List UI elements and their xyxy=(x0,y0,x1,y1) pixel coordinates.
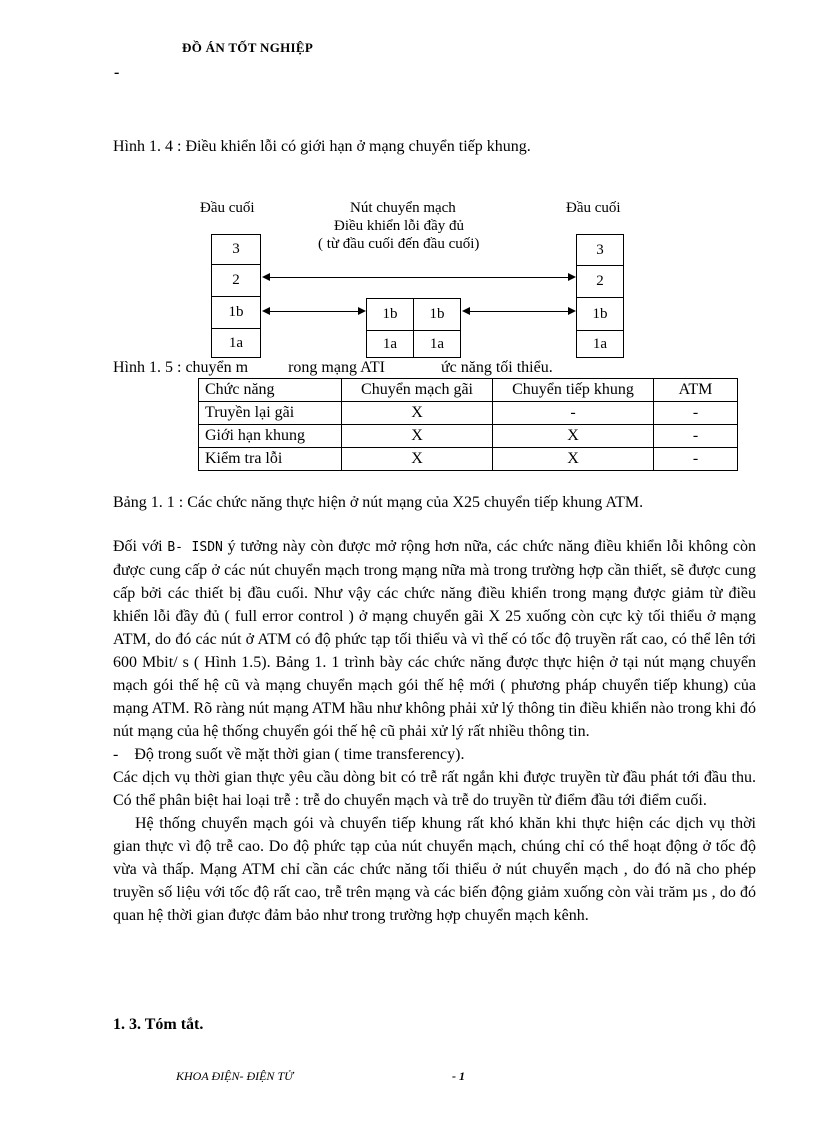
bisdn-term: B- ISDN xyxy=(167,540,223,555)
node-layer-1b-left: 1b xyxy=(366,298,414,331)
node-layer-1a-left: 1a xyxy=(366,330,414,358)
table-header: Chuyển tiếp khung xyxy=(493,379,654,402)
paragraph-time-transparency: - Độ trong suốt về mặt thời gian ( time transferency). xyxy=(113,746,465,763)
table-cell: Giới hạn khung xyxy=(199,425,342,448)
table-row xyxy=(199,448,738,471)
paragraph-realtime: Các dịch vụ thời gian thực yêu cầu dòng bit có trễ rất ngắn khi được truyền từ đầu phát tới đầu thu. Có thể phân biệt hai loại trễ : trễ do chuyển mạch và trễ do truyền từ điểm đầu tới điểm cuối. xyxy=(113,769,756,809)
table-cell: - xyxy=(654,425,738,448)
table-cell: X xyxy=(493,425,654,448)
left-layer-2: 2 xyxy=(211,264,261,297)
right-terminal-label: Đầu cuối xyxy=(566,200,621,216)
paragraph-packet-switching: Hệ thống chuyển mạch gói và chuyển tiếp khung rất khó khăn khi thực hiện các dịch vụ thời gian thực vì độ trễ cao. Do độ phức tạp của nút chuyển mạch, chúng chỉ có thể hoạt động ở tốc độ vừa và thấp. Mạng ATM chỉ cần các chức năng tối thiểu ở nút chuyển mạch , do đó nã cho phép truyền số liệu với tốc độ rất cao, trễ trên mạng và các biến động giảm xuống còn vài trăm µs , do đó quan hệ thời gian được đảm bảo như trong trường hợp chuyển mạch kênh. xyxy=(113,815,756,924)
table-header: Chuyển mạch gãi xyxy=(342,379,493,402)
table-cell: X xyxy=(342,448,493,471)
right-layer-3: 3 xyxy=(576,234,624,266)
arrow-head-right-icon xyxy=(358,307,366,315)
function-table xyxy=(198,378,738,471)
footer-page-number: - 1 xyxy=(452,1069,465,1083)
table-header: ATM xyxy=(654,379,738,402)
left-layer-3: 3 xyxy=(211,234,261,265)
table-cell: - xyxy=(654,402,738,425)
table-header: Chức năng xyxy=(199,379,342,402)
table-cell: X xyxy=(493,448,654,471)
node-label: Nút chuyển mạch xyxy=(350,200,456,216)
left-layer-1b: 1b xyxy=(211,296,261,329)
left-layer-1a: 1a xyxy=(211,328,261,358)
left-terminal-label: Đầu cuối xyxy=(200,200,255,216)
header-dash: - xyxy=(114,64,120,81)
table-cell: - xyxy=(493,402,654,425)
figure-1-5-caption: Hình 1. 5 : chuyển m rong mạng ATI ức năng tối thiểu. xyxy=(113,359,553,376)
table-cell: X xyxy=(342,402,493,425)
paragraph-text: ý tưởng này còn được mở rộng hơn nữa, các chức năng điều khiển lỗi không còn được cung cấp ở các nút chuyển mạch trong mạng nữa mà trong trường hợp cần thiết, sẽ được cung cấp bởi các thiết bị đầu cuối. Như vậy các chức năng điều khiển trong mạng được giảm từ điều khiển lỗi đầy đủ ( full error control ) ở mạng chuyển gãi X 25 xuống còn cực kỳ tối thiểu ở mạng ATM, do đó các nút ở ATM có độ phức tạp tối thiểu và vì thế có tốc độ truyền rất cao, có thể lên tới 600 Mbit/ s ( Hình 1.5). Bảng 1. 1 trình bày các chức năng được thực hiện ở tại nút mạng chuyển mạch gói thế hệ cũ và mạng chuyển mạch gói thế hệ mới ( phương pháp chuyển tiếp khung) của mạng ATM. Rõ ràng nút mạng ATM hầu như không phải xử lý thông tin điều khiển nào trong khi đó nút mạng của hệ thống chuyển gói thế hệ cũ phải xử lý rất nhiều thông tin. xyxy=(113,538,756,740)
right-layer-2: 2 xyxy=(576,265,624,298)
table-cell: - xyxy=(654,448,738,471)
table-header-row xyxy=(199,379,738,402)
body-text xyxy=(113,535,756,927)
right-layer-1b: 1b xyxy=(576,297,624,331)
table-cell: X xyxy=(342,425,493,448)
arrow-head-left-icon xyxy=(262,307,270,315)
footer-faculty: KHOA ĐIỆN- ĐIỆN TỬ xyxy=(176,1069,294,1083)
table-cell: Kiểm tra lỗi xyxy=(199,448,342,471)
node-layer-1b-right: 1b xyxy=(413,298,461,331)
error-control-label: Điều khiển lỗi đầy đủ xyxy=(334,218,464,234)
node-layer-1a-right: 1a xyxy=(413,330,461,358)
table-row xyxy=(199,402,738,425)
arrow-head-left-icon xyxy=(262,273,270,281)
figure-1-4-caption: Hình 1. 4 : Điều khiển lỗi có giới hạn ở mạng chuyển tiếp khung. xyxy=(113,138,531,155)
paragraph-text: Đối với xyxy=(113,538,168,555)
running-header: ĐỒ ÁN TỐT NGHIỆP xyxy=(182,40,314,55)
paragraph-bisdn xyxy=(113,535,756,743)
section-heading: 1. 3. Tóm tắt. xyxy=(113,1016,204,1033)
table-1-1-caption: Bảng 1. 1 : Các chức năng thực hiện ở nút mạng của X25 chuyển tiếp khung ATM. xyxy=(113,494,644,511)
table-cell: Truyền lại gãi xyxy=(199,402,342,425)
end-to-end-label: ( từ đầu cuối đến đầu cuối) xyxy=(318,236,480,252)
arrow-head-right-icon xyxy=(568,273,576,281)
table-row xyxy=(199,425,738,448)
right-layer-1a: 1a xyxy=(576,330,624,358)
arrow-head-right-icon xyxy=(568,307,576,315)
arrow-head-left-icon xyxy=(462,307,470,315)
